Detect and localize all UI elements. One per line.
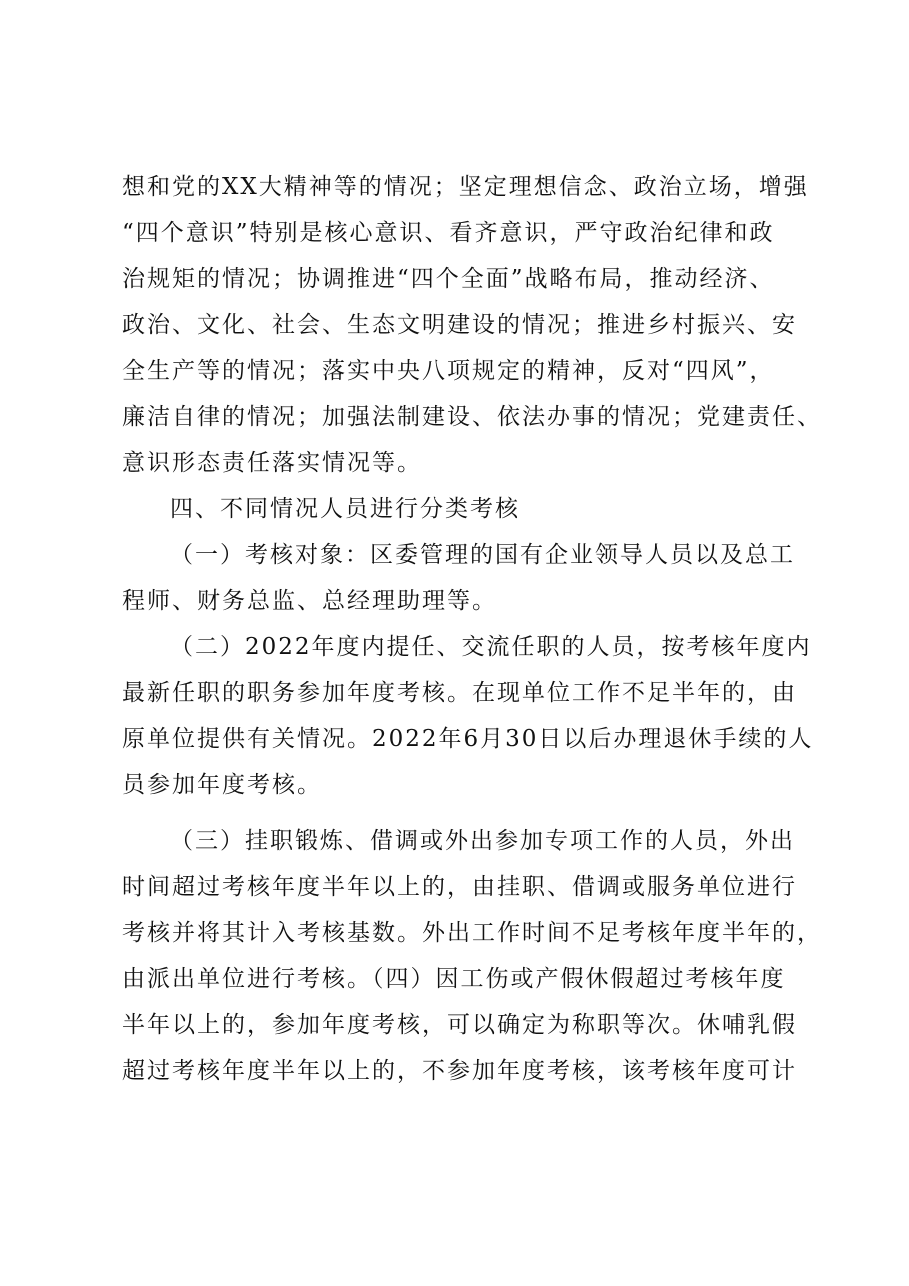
section-heading: 四、不同情况人员进行分类考核 (170, 496, 520, 522)
text-line: 半年以上的，参加年度考核，可以确定为称职等次。休哺乳假 (122, 1012, 797, 1038)
text-line: 超过考核年度半年以上的，不参加年度考核，该考核年度可计 (122, 1058, 797, 1084)
text-line: “四个意识”特别是核心意识、看齐意识，严守政治纪律和政 (122, 220, 775, 246)
text-line: （三）挂职锻炼、借调或外出参加专项工作的人员，外出 (170, 828, 795, 854)
text-line: （一）考核对象：区委管理的国有企业领导人员以及总工 (170, 542, 795, 568)
text-line: 程师、财务总监、总经理助理等。 (122, 588, 497, 614)
text-line: 廉洁自律的情况；加强法制建设、依法办事的情况；党建责任、 (122, 404, 822, 430)
text-line: （二）2022年度内提任、交流任职的人员，按考核年度内 (170, 634, 812, 660)
text-line: 原单位提供有关情况。2022年6月30日以后办理退休手续的人 (122, 726, 814, 752)
text-line: 员参加年度考核。 (122, 772, 322, 798)
text-line: 考核并将其计入考核基数。外出工作时间不足考核年度半年的， (122, 920, 822, 946)
text-line: 由派出单位进行考核。（四）因工伤或产假休假超过考核年度 (122, 966, 786, 992)
text-line: 时间超过考核年度半年以上的，由挂职、借调或服务单位进行 (122, 874, 797, 900)
text-line: 意识形态责任落实情况等。 (122, 450, 422, 476)
paragraph-gap (122, 808, 822, 818)
text-line: 全生产等的情况；落实中央八项规定的精神，反对“四风”， (122, 358, 775, 384)
text-line: 政治、文化、社会、生态文明建设的情况；推进乡村振兴、安 (122, 312, 797, 338)
text-line: 治规矩的情况；协调推进“四个全面”战略布局，推动经济、 (122, 266, 775, 292)
text-line: 最新任职的职务参加年度考核。在现单位工作不足半年的，由 (122, 680, 797, 706)
text-line: 想和党的XX大精神等的情况；坚定理想信念、政治立场，增强 (122, 174, 809, 200)
document-body (122, 164, 822, 1094)
